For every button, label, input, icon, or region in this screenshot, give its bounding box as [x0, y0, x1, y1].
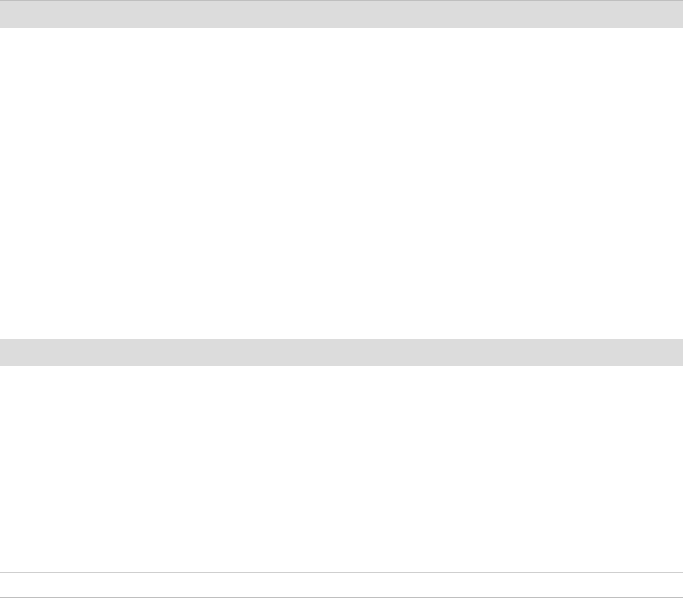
footer-divider: [0, 572, 683, 573]
bottom-header-row: [0, 339, 683, 366]
top-header-row: [0, 1, 683, 28]
